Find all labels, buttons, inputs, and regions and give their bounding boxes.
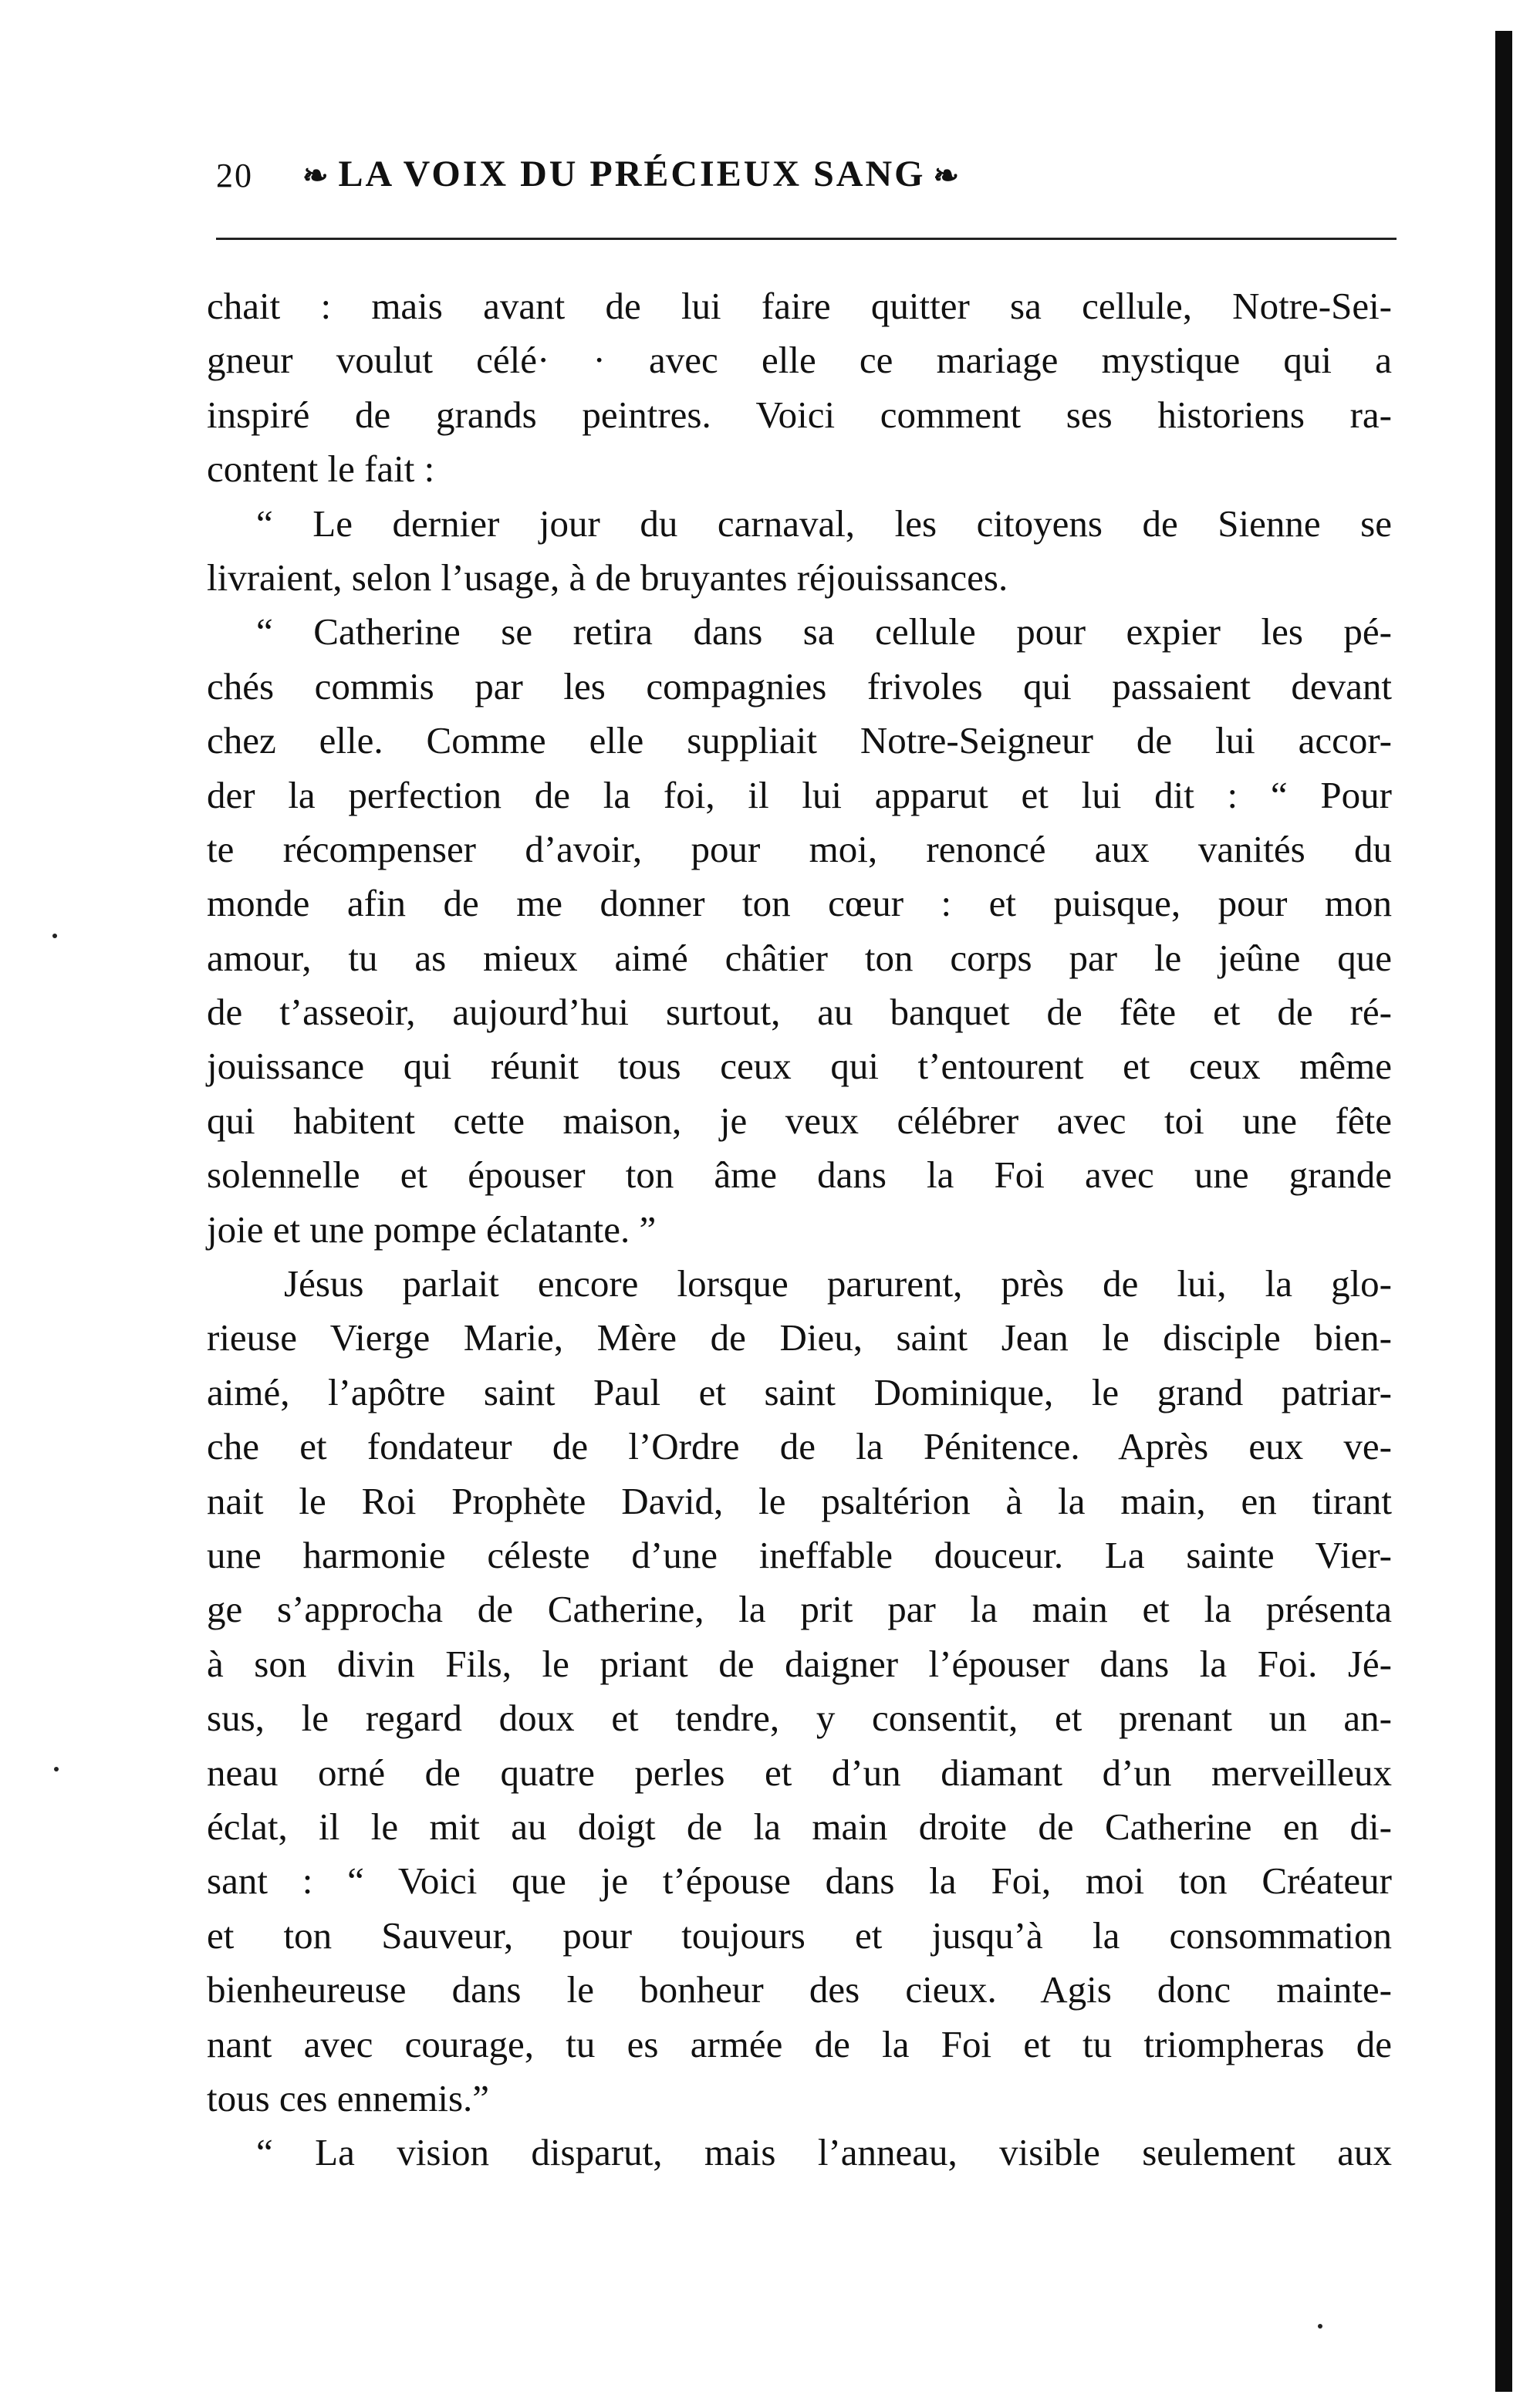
text-line: neau orné de quatre perles et d’un diamant d’un merveilleux	[207, 1751, 1392, 1794]
text-line: chait : mais avant de lui faire quitter sa cellule, Notre-Sei-	[207, 285, 1392, 327]
page-edge-shadow	[1495, 31, 1512, 2392]
text-line: tous ces ennemis.”	[207, 2076, 490, 2119]
text-line: content le fait :	[207, 447, 435, 491]
page-header	[216, 151, 1397, 205]
text-line: chez elle. Comme elle suppliait Notre-Seigneur de lui accor-	[207, 719, 1392, 762]
speck	[54, 1767, 59, 1771]
text-line: une harmonie céleste d’une ineffable douceur. La sainte Vier-	[207, 1533, 1392, 1576]
text-line: de t’asseoir, aujourd’hui surtout, au banquet de fête et de ré-	[207, 991, 1392, 1034]
text-line: che et fondateur de l’Ordre de la Pénitence. Après eux ve-	[207, 1425, 1392, 1468]
text-line: aimé, l’apôtre saint Paul et saint Dominique, le grand patriar-	[207, 1370, 1392, 1413]
text-line: et ton Sauveur, pour toujours et jusqu’à la consommation	[207, 1913, 1392, 1957]
text-line: te récompenser d’avoir, pour moi, renoncé aux vanités du	[207, 827, 1392, 870]
text-line: nant avec courage, tu es armée de la Foi et tu triompheras de	[207, 2022, 1392, 2065]
text-line: à son divin Fils, le priant de daigner l’épouser dans la Foi. Jé-	[207, 1642, 1392, 1685]
text-line: rieuse Vierge Marie, Mère de Dieu, saint Jean le disciple bien-	[207, 1316, 1392, 1359]
speck	[52, 934, 57, 938]
text-line: joie et une pompe éclatante. ”	[207, 1207, 657, 1251]
text-line: “ La vision disparut, mais l’anneau, visible seulement aux	[256, 2131, 1392, 2174]
text-line: gneur voulut célé· · avec elle ce mariage mystique qui a	[207, 339, 1392, 382]
ornament-right-icon: ❧	[933, 158, 961, 193]
ornament-left-icon: ❧	[302, 158, 331, 193]
text-line: jouissance qui réunit tous ceux qui t’entourent et ceux même	[207, 1045, 1392, 1088]
text-line: solennelle et épouser ton âme dans la Foi avec une grande	[207, 1153, 1392, 1197]
text-line: éclat, il le mit au doigt de la main droite de Catherine en di-	[207, 1805, 1392, 1848]
text-line: livraient, selon l’usage, à de bruyantes réjouissances.	[207, 556, 1008, 599]
text-line: Jésus parlait encore lorsque parurent, près de lui, la glo-	[284, 1262, 1392, 1305]
text-line: “ Catherine se retira dans sa cellule pour expier les pé-	[256, 610, 1392, 654]
text-line: inspiré de grands peintres. Voici comment ses historiens ra-	[207, 393, 1392, 436]
text-line: “ Le dernier jour du carnaval, les citoyens de Sienne se	[256, 502, 1392, 545]
text-line: monde afin de me donner ton cœur : et puisque, pour mon	[207, 882, 1392, 925]
text-line: ge s’approcha de Catherine, la prit par la main et la présenta	[207, 1588, 1392, 1631]
text-line: sus, le regard doux et tendre, y consentit, et prenant un an-	[207, 1697, 1392, 1740]
text-line: der la perfection de la foi, il lui apparut et lui dit : “ Pour	[207, 773, 1392, 816]
page-number: 20	[216, 157, 253, 194]
text-line: amour, tu as mieux aimé châtier ton corps par le jeûne que	[207, 936, 1392, 979]
text-line: chés commis par les compagnies frivoles qui passaient devant	[207, 664, 1392, 708]
running-title-text: LA VOIX DU PRÉCIEUX SANG	[338, 154, 926, 194]
body-text	[207, 279, 1392, 2180]
header-rule	[216, 238, 1397, 240]
speck	[1318, 2324, 1322, 2329]
text-line: nait le Roi Prophète David, le psaltérion à la main, en tirant	[207, 1479, 1392, 1522]
running-title	[295, 153, 969, 195]
text-line: sant : “ Voici que je t’épouse dans la Foi, moi ton Créateur	[207, 1859, 1392, 1903]
text-line: qui habitent cette maison, je veux célébrer avec toi une fête	[207, 1099, 1392, 1142]
text-line: bienheureuse dans le bonheur des cieux. Agis donc mainte-	[207, 1968, 1392, 2011]
